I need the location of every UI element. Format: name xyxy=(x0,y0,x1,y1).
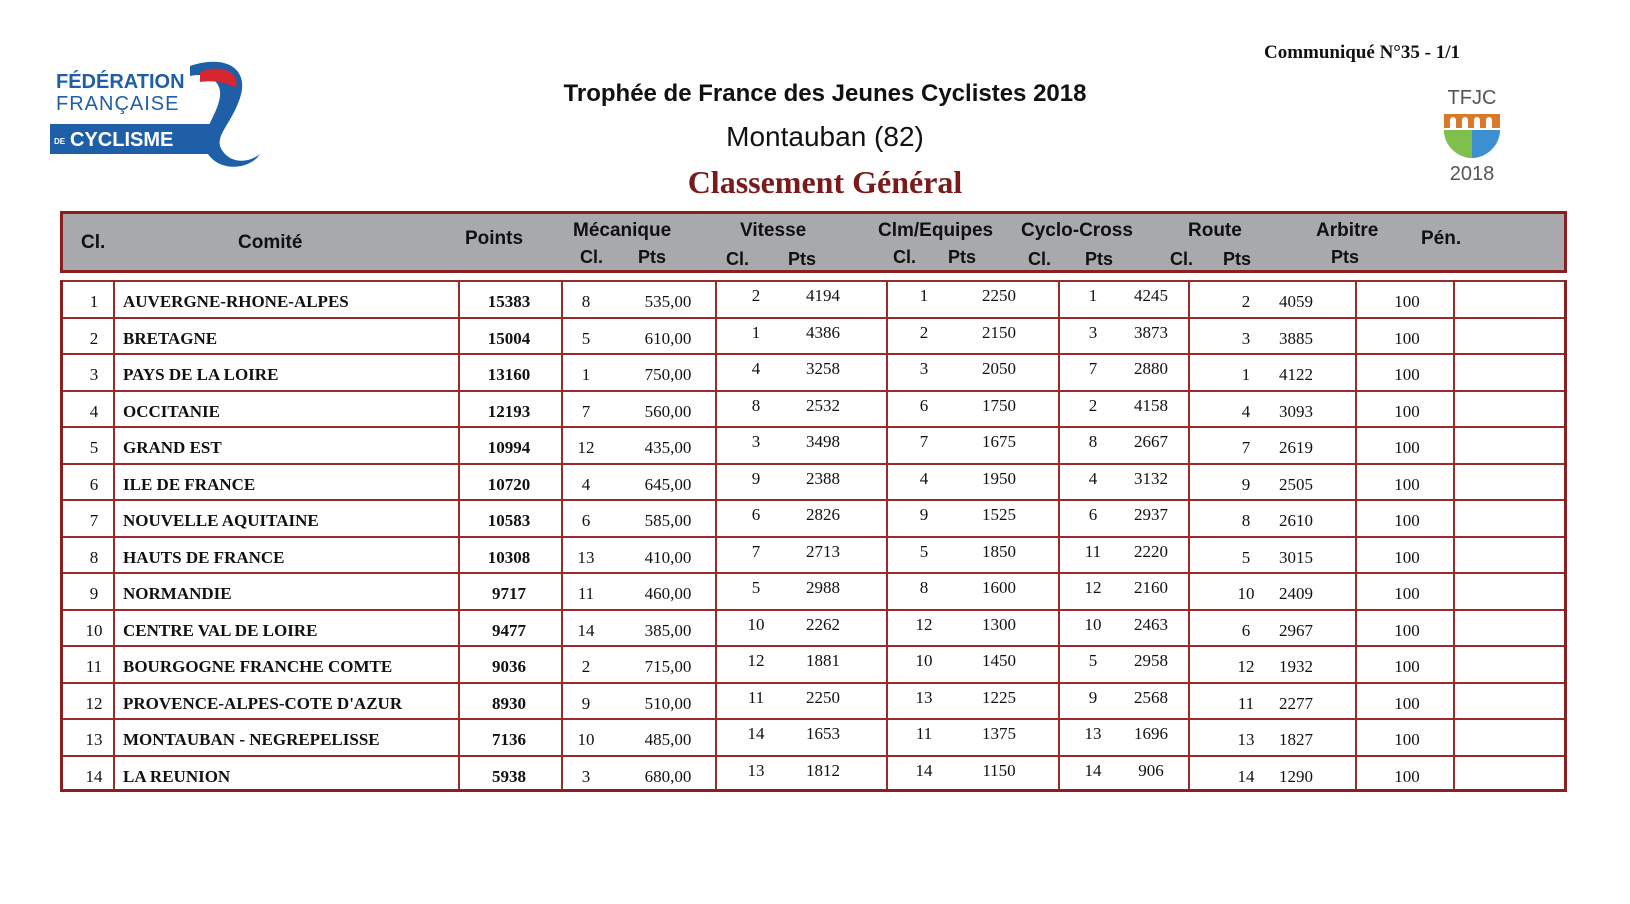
cell-clm-cl: 13 xyxy=(915,687,933,707)
cell-clm-cl: 6 xyxy=(919,395,929,415)
cell-rt-cl: 10 xyxy=(1237,584,1255,603)
cell-comite: NORMANDIE xyxy=(123,584,232,603)
cell-comite: GRAND EST xyxy=(123,438,222,457)
cell-mec-cl: 8 xyxy=(581,292,591,311)
cell-rt-pts: 2967 xyxy=(1279,620,1313,640)
ranking-title: Classement Général xyxy=(687,164,963,200)
cell-cc-cl: 9 xyxy=(1088,687,1098,707)
col-cyclocross-header: Cyclo-Cross xyxy=(1021,220,1133,241)
cell-mec-pts: 750,00 xyxy=(644,365,692,384)
cell-mec-cl: 3 xyxy=(581,766,591,786)
cell-clm-cl: 3 xyxy=(919,359,929,378)
cell-cc-cl: 11 xyxy=(1084,541,1102,561)
cell-mec-cl: 6 xyxy=(581,511,591,530)
col-mecanique-header: Mécanique xyxy=(573,220,672,241)
cell-cc-cl: 14 xyxy=(1084,760,1102,780)
cell-cc-cl: 3 xyxy=(1088,322,1098,342)
cell-vit-cl: 1 xyxy=(751,322,761,342)
cell-clm-cl: 7 xyxy=(919,432,929,451)
cell-clm-cl: 8 xyxy=(919,578,929,597)
table-row xyxy=(63,609,1564,646)
col-cyclocross-pts: Pts xyxy=(1085,249,1114,269)
cell-clm-cl: 1 xyxy=(919,286,929,305)
col-points-header: Points xyxy=(465,228,524,249)
cell-comite: PROVENCE-ALPES-COTE D'AZUR xyxy=(123,693,403,713)
cell-vit-pts: 4386 xyxy=(806,322,840,342)
cell-points: 12193 xyxy=(487,401,531,421)
cell-points: 15383 xyxy=(487,292,531,311)
col-divider xyxy=(715,280,717,789)
cell-mec-cl: 13 xyxy=(577,547,595,567)
cell-rt-pts: 2409 xyxy=(1279,584,1313,603)
cell-rt-cl: 3 xyxy=(1241,328,1251,348)
table-row xyxy=(63,463,1564,500)
cell-vit-pts: 2250 xyxy=(806,687,840,707)
cell-arb: 100 xyxy=(1394,730,1420,749)
cell-mec-pts: 585,00 xyxy=(644,511,692,530)
cell-cl: 6 xyxy=(89,474,99,494)
cell-vit-cl: 3 xyxy=(751,432,761,451)
cell-arb: 100 xyxy=(1394,438,1420,457)
cell-points: 10720 xyxy=(487,474,531,494)
cell-rt-pts: 3885 xyxy=(1279,328,1313,348)
cell-rt-cl: 9 xyxy=(1241,474,1251,494)
cell-rt-cl: 6 xyxy=(1241,620,1251,640)
col-divider xyxy=(561,280,563,789)
cell-clm-cl: 2 xyxy=(919,322,929,342)
cell-points: 5938 xyxy=(492,766,526,786)
table-row xyxy=(63,755,1564,792)
col-vitesse-header: Vitesse xyxy=(740,220,807,241)
ffc-logo-text-3: DE xyxy=(54,137,66,146)
table-row xyxy=(63,536,1564,573)
cell-cc-cl: 8 xyxy=(1088,432,1098,451)
cell-comite: BRETAGNE xyxy=(123,328,218,348)
table-row xyxy=(63,390,1564,427)
table-row xyxy=(63,317,1564,354)
location-title: Montauban (82) xyxy=(726,121,924,152)
col-comite-header: Comité xyxy=(238,232,303,253)
cell-vit-cl: 14 xyxy=(747,724,765,743)
cell-comite: PAYS DE LA LOIRE xyxy=(123,365,279,384)
cell-rt-pts: 4059 xyxy=(1279,292,1313,311)
cell-clm-pts: 1150 xyxy=(982,760,1016,780)
cell-mec-cl: 4 xyxy=(581,474,591,494)
cell-cl: 7 xyxy=(89,511,99,530)
cell-comite: BOURGOGNE FRANCHE COMTE xyxy=(123,657,393,676)
cell-cl: 5 xyxy=(89,438,99,457)
cell-rt-cl: 12 xyxy=(1237,657,1255,676)
cell-points: 10994 xyxy=(487,438,531,457)
cell-vit-cl: 9 xyxy=(751,468,761,488)
cell-cc-pts: 4158 xyxy=(1134,395,1168,415)
cell-cl: 4 xyxy=(89,401,99,421)
cell-clm-cl: 4 xyxy=(919,468,929,488)
cell-clm-pts: 1225 xyxy=(982,687,1016,707)
cell-points: 10308 xyxy=(487,547,531,567)
col-divider xyxy=(1453,280,1455,789)
cell-points: 8930 xyxy=(492,693,526,713)
cell-rt-pts: 1932 xyxy=(1279,657,1313,676)
col-divider xyxy=(458,280,460,789)
cell-rt-pts: 2505 xyxy=(1279,474,1313,494)
cell-arb: 100 xyxy=(1394,511,1420,530)
col-divider xyxy=(886,280,888,789)
cell-cl: 14 xyxy=(85,766,103,786)
cell-cc-pts: 906 xyxy=(1138,760,1164,780)
cell-cc-cl: 12 xyxy=(1084,578,1102,597)
cell-vit-pts: 2262 xyxy=(806,614,840,634)
cell-mec-pts: 510,00 xyxy=(644,693,692,713)
cell-vit-cl: 11 xyxy=(747,687,765,707)
ffc-logo xyxy=(50,58,280,176)
cell-vit-cl: 12 xyxy=(747,651,765,670)
cell-rt-cl: 11 xyxy=(1237,693,1255,713)
cell-vit-cl: 7 xyxy=(751,541,761,561)
cell-points: 9036 xyxy=(492,657,526,676)
cell-cl: 8 xyxy=(89,547,99,567)
cell-clm-pts: 2050 xyxy=(982,359,1016,378)
col-clm-header: Clm/Equipes xyxy=(878,220,994,241)
cell-rt-pts: 1827 xyxy=(1279,730,1313,749)
cell-vit-pts: 1812 xyxy=(806,760,840,780)
cell-rt-cl: 2 xyxy=(1241,292,1251,311)
cell-cl: 9 xyxy=(89,584,99,603)
cell-comite: LA REUNION xyxy=(123,766,231,786)
cell-cc-pts: 3873 xyxy=(1134,322,1168,342)
cell-rt-pts: 3015 xyxy=(1279,547,1313,567)
cell-rt-cl: 4 xyxy=(1241,401,1251,421)
cell-cl: 13 xyxy=(85,730,103,749)
cell-cc-cl: 13 xyxy=(1084,724,1102,743)
table-row xyxy=(63,280,1564,317)
cell-points: 9717 xyxy=(492,584,526,603)
cell-comite: OCCITANIE xyxy=(123,401,220,421)
cell-clm-pts: 1375 xyxy=(982,724,1016,743)
col-divider xyxy=(113,280,115,789)
cell-arb: 100 xyxy=(1394,292,1420,311)
col-cyclocross-cl: Cl. xyxy=(1028,249,1052,269)
table-row xyxy=(63,718,1564,755)
cell-mec-pts: 485,00 xyxy=(644,730,692,749)
cell-rt-pts: 2277 xyxy=(1279,693,1313,713)
cell-rt-cl: 5 xyxy=(1241,547,1251,567)
col-mecanique-pts: Pts xyxy=(638,247,667,267)
cell-vit-pts: 2826 xyxy=(806,505,840,524)
cell-vit-cl: 6 xyxy=(751,505,761,524)
cell-cc-cl: 6 xyxy=(1088,505,1098,524)
col-route-header: Route xyxy=(1188,220,1242,241)
cell-cl: 12 xyxy=(85,693,103,713)
cell-comite: MONTAUBAN - NEGREPELISSE xyxy=(123,730,380,749)
col-vitesse-cl: Cl. xyxy=(726,249,750,269)
cell-arb: 100 xyxy=(1394,693,1420,713)
cell-mec-pts: 645,00 xyxy=(644,474,692,494)
cell-vit-cl: 13 xyxy=(747,760,765,780)
cell-mec-pts: 410,00 xyxy=(644,547,692,567)
cell-cc-cl: 5 xyxy=(1088,651,1098,670)
cell-cl: 11 xyxy=(85,657,103,676)
cell-mec-pts: 535,00 xyxy=(644,292,692,311)
table-row xyxy=(63,682,1564,719)
cell-clm-pts: 1450 xyxy=(982,651,1016,670)
cell-vit-pts: 3258 xyxy=(806,359,840,378)
cell-cc-cl: 7 xyxy=(1088,359,1098,378)
cell-clm-cl: 9 xyxy=(919,505,929,524)
cell-vit-cl: 2 xyxy=(751,286,761,305)
cell-comite: NOUVELLE AQUITAINE xyxy=(123,511,319,530)
col-vitesse-pts: Pts xyxy=(788,249,817,269)
cell-rt-cl: 13 xyxy=(1237,730,1255,749)
cell-mec-pts: 715,00 xyxy=(644,657,692,676)
cell-vit-pts: 1881 xyxy=(806,651,840,670)
cell-arb: 100 xyxy=(1394,474,1420,494)
cell-vit-cl: 5 xyxy=(751,578,761,597)
cell-cl: 10 xyxy=(85,620,103,640)
cell-points: 7136 xyxy=(492,730,526,749)
cell-comite: HAUTS DE FRANCE xyxy=(123,547,285,567)
communique-number: Communiqué N°35 - 1/1 xyxy=(1263,42,1460,63)
cell-mec-cl: 14 xyxy=(577,620,595,640)
cell-arb: 100 xyxy=(1394,584,1420,603)
cell-cc-cl: 10 xyxy=(1084,614,1102,634)
cell-arb: 100 xyxy=(1394,657,1420,676)
cell-cc-pts: 3132 xyxy=(1134,468,1168,488)
cell-clm-pts: 1600 xyxy=(982,578,1016,597)
cell-rt-cl: 14 xyxy=(1237,766,1255,786)
cell-clm-cl: 11 xyxy=(915,724,933,743)
table-row xyxy=(63,353,1564,390)
ffc-logo-text-1: FÉDÉRATION xyxy=(56,71,185,93)
cell-arb: 100 xyxy=(1394,401,1420,421)
cell-comite: ILE DE FRANCE xyxy=(123,474,256,494)
cell-vit-pts: 2988 xyxy=(806,578,840,597)
cell-points: 10583 xyxy=(487,511,531,530)
cell-rt-pts: 3093 xyxy=(1279,401,1313,421)
cell-clm-pts: 1750 xyxy=(982,395,1016,415)
cell-mec-cl: 7 xyxy=(581,401,591,421)
cell-clm-pts: 1675 xyxy=(982,432,1016,451)
table-row xyxy=(63,645,1564,682)
cell-mec-cl: 2 xyxy=(581,657,591,676)
col-mecanique-cl: Cl. xyxy=(580,247,604,267)
cell-mec-cl: 11 xyxy=(577,584,595,603)
cell-vit-cl: 8 xyxy=(751,395,761,415)
cell-clm-pts: 1525 xyxy=(982,505,1016,524)
cell-mec-pts: 560,00 xyxy=(644,401,692,421)
cell-mec-cl: 10 xyxy=(577,730,595,749)
cell-mec-pts: 435,00 xyxy=(644,438,692,457)
cell-cl: 3 xyxy=(89,365,99,384)
table-row xyxy=(63,499,1564,536)
ffc-logo-text-2: FRANÇAISE xyxy=(56,93,180,115)
cell-vit-pts: 4194 xyxy=(806,286,840,305)
col-route-pts: Pts xyxy=(1223,249,1252,269)
page-title: Trophée de France des Jeunes Cyclistes 2018 xyxy=(563,80,1087,107)
cell-clm-pts: 2150 xyxy=(982,322,1016,342)
cell-clm-cl: 10 xyxy=(915,651,933,670)
col-clm-pts: Pts xyxy=(948,247,977,267)
table-row xyxy=(63,426,1564,463)
cell-vit-pts: 2713 xyxy=(806,541,840,561)
cell-clm-pts: 1300 xyxy=(982,614,1016,634)
col-divider xyxy=(1355,280,1357,789)
cell-clm-cl: 12 xyxy=(915,614,933,634)
cell-mec-pts: 460,00 xyxy=(644,584,692,603)
cell-cc-pts: 2667 xyxy=(1134,432,1168,451)
cell-mec-pts: 680,00 xyxy=(644,766,692,786)
cell-cc-cl: 1 xyxy=(1088,286,1098,305)
cell-mec-cl: 12 xyxy=(577,438,595,457)
cell-rt-pts: 1290 xyxy=(1279,766,1313,786)
cell-mec-pts: 610,00 xyxy=(644,328,692,348)
cell-cl: 1 xyxy=(89,292,99,311)
cell-vit-pts: 1653 xyxy=(806,724,840,743)
col-divider xyxy=(1058,280,1060,789)
cell-cc-pts: 1696 xyxy=(1134,724,1168,743)
ffc-logo-text-4: CYCLISME xyxy=(70,129,174,151)
cell-arb: 100 xyxy=(1394,620,1420,640)
cell-points: 13160 xyxy=(487,365,531,384)
cell-cc-cl: 2 xyxy=(1088,395,1098,415)
cell-rt-cl: 8 xyxy=(1241,511,1251,530)
col-arbitre-header: Arbitre xyxy=(1316,220,1379,241)
col-route-cl: Cl. xyxy=(1170,249,1194,269)
cell-cc-pts: 2958 xyxy=(1134,651,1168,670)
cell-cc-cl: 4 xyxy=(1088,468,1098,488)
cell-vit-cl: 4 xyxy=(751,359,761,378)
cell-points: 15004 xyxy=(487,328,531,348)
cell-vit-pts: 2388 xyxy=(806,468,840,488)
cell-rt-pts: 2619 xyxy=(1279,438,1313,457)
cell-cc-pts: 2160 xyxy=(1134,578,1168,597)
col-clm-cl: Cl. xyxy=(893,247,917,267)
ranking-table xyxy=(60,280,1567,792)
cell-cl: 2 xyxy=(89,328,99,348)
table-row xyxy=(63,572,1564,609)
cell-mec-cl: 5 xyxy=(581,328,591,348)
cell-vit-cl: 10 xyxy=(747,614,765,634)
col-pen-header: Pén. xyxy=(1421,228,1462,249)
cell-clm-cl: 5 xyxy=(919,541,929,561)
cell-comite: AUVERGNE-RHONE-ALPES xyxy=(123,292,349,311)
col-cl-header: Cl. xyxy=(81,232,106,253)
col-arbitre-pts: Pts xyxy=(1331,247,1360,267)
cell-mec-pts: 385,00 xyxy=(644,620,692,640)
cell-vit-pts: 3498 xyxy=(806,432,840,451)
cell-cc-pts: 2220 xyxy=(1134,541,1168,561)
cell-comite: CENTRE VAL DE LOIRE xyxy=(123,620,318,640)
cell-arb: 100 xyxy=(1394,766,1420,786)
cell-cc-pts: 2463 xyxy=(1134,614,1168,634)
cell-clm-pts: 1950 xyxy=(982,468,1016,488)
cell-mec-cl: 9 xyxy=(581,693,591,713)
col-divider xyxy=(1188,280,1190,789)
cell-clm-cl: 14 xyxy=(915,760,933,780)
cell-rt-pts: 2610 xyxy=(1279,511,1313,530)
cell-vit-pts: 2532 xyxy=(806,395,840,415)
cell-clm-pts: 1850 xyxy=(982,541,1016,561)
cell-cc-pts: 2568 xyxy=(1134,687,1168,707)
tfjc-logo-year: 2018 xyxy=(1449,163,1495,184)
tfjc-logo-text: TFJC xyxy=(1447,87,1497,109)
cell-rt-cl: 1 xyxy=(1241,365,1251,384)
cell-cc-pts: 2937 xyxy=(1134,505,1168,524)
cell-clm-pts: 2250 xyxy=(982,286,1016,305)
cell-rt-cl: 7 xyxy=(1241,438,1251,457)
cell-arb: 100 xyxy=(1394,365,1420,384)
cell-cc-pts: 2880 xyxy=(1134,359,1168,378)
table-header xyxy=(60,211,1567,273)
cell-cc-pts: 4245 xyxy=(1134,286,1168,305)
cell-arb: 100 xyxy=(1394,328,1420,348)
cell-rt-pts: 4122 xyxy=(1279,365,1313,384)
cell-points: 9477 xyxy=(492,620,526,640)
cell-arb: 100 xyxy=(1394,547,1420,567)
cell-mec-cl: 1 xyxy=(581,365,591,384)
